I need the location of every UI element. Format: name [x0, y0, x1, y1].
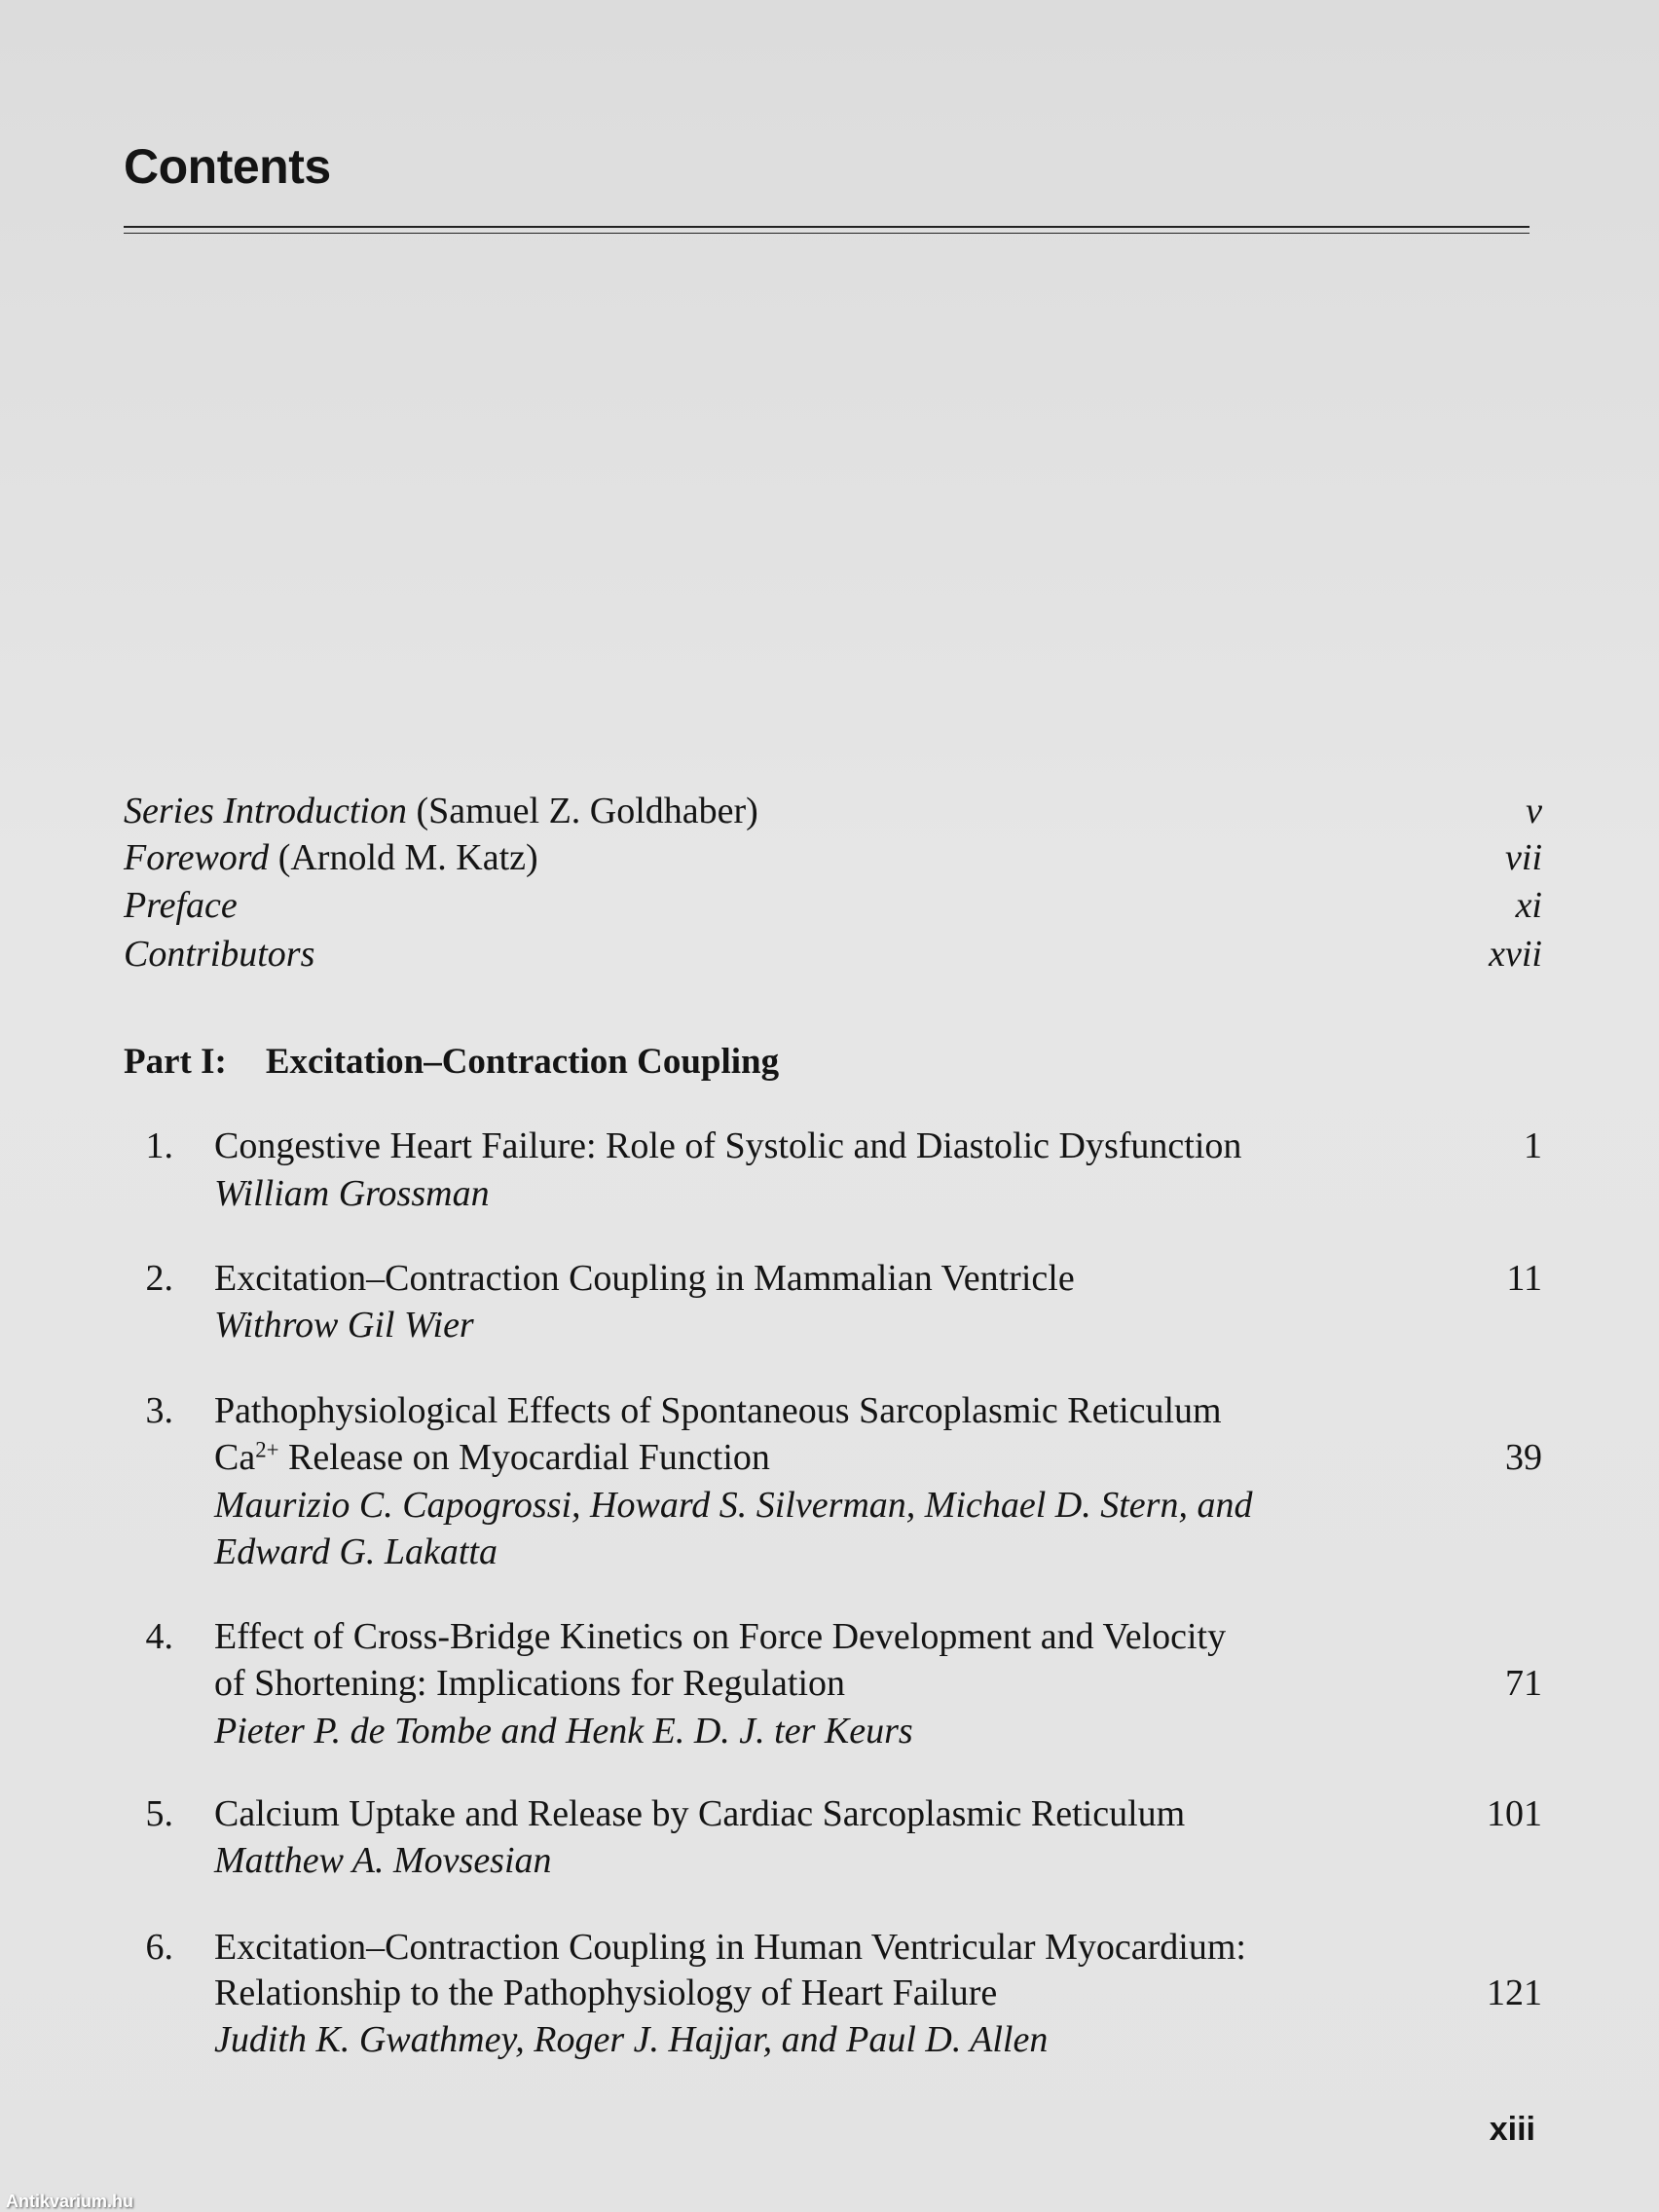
- title-rule-bottom: [124, 233, 1530, 234]
- chapter-authors: Maurizio C. Capogrossi, Howard S. Silverman, Michael D. Stern, and: [214, 1485, 1253, 1526]
- entry-author: (Arnold M. Katz): [277, 837, 538, 878]
- chapter-page: 121: [1487, 1972, 1542, 2013]
- chapter-title: Excitation–Contraction Coupling in Mammalian Ventricle: [214, 1258, 1075, 1299]
- front-matter-entry: [124, 839, 538, 876]
- chapter-page: 101: [1487, 1793, 1542, 1834]
- front-matter-entry: [124, 793, 758, 830]
- chapter-page: 1: [1524, 1125, 1542, 1166]
- entry-author: (Samuel Z. Goldhaber): [416, 791, 758, 831]
- title-rest: Release on Myocardial Function: [278, 1437, 770, 1478]
- chapter-number: 4.: [145, 1616, 173, 1657]
- entry-page: xvii: [1489, 934, 1542, 975]
- entry-title: Preface: [124, 885, 238, 926]
- entry-title: Contributors: [124, 934, 315, 975]
- chapter-number: 1.: [145, 1125, 173, 1166]
- chapter-title: Congestive Heart Failure: Role of Systolic and Diastolic Dysfunction: [214, 1125, 1242, 1166]
- chapter-number: 6.: [145, 1927, 173, 1968]
- chapter-authors: Pieter P. de Tombe and Henk E. D. J. ter Keurs: [214, 1711, 913, 1751]
- title-rule-top: [124, 226, 1530, 228]
- chapter-title: Effect of Cross-Bridge Kinetics on Force Development and Velocity: [214, 1616, 1227, 1657]
- chapter-page: 71: [1505, 1663, 1542, 1704]
- page-folio: xiii: [1489, 2111, 1535, 2148]
- chapter-page: 39: [1505, 1437, 1542, 1478]
- chapter-title-line-2: Relationship to the Pathophysiology of Heart Failure: [214, 1972, 998, 2013]
- chapter-title-line-2: [214, 1439, 770, 1476]
- chapter-number: 3.: [145, 1390, 173, 1431]
- watermark: Antikvarium.hu: [6, 2192, 134, 2211]
- entry-page: vii: [1505, 837, 1542, 878]
- ca-text: Ca: [214, 1437, 256, 1478]
- chapter-number: 5.: [145, 1793, 173, 1834]
- part-heading: [124, 1044, 779, 1080]
- entry-title: Foreword: [124, 837, 270, 878]
- page-title: Contents: [124, 139, 331, 194]
- chapter-authors: Withrow Gil Wier: [214, 1305, 474, 1346]
- ca-superscript: 2+: [255, 1437, 279, 1462]
- chapter-title-line-2: of Shortening: Implications for Regulation: [214, 1663, 846, 1704]
- chapter-authors: Matthew A. Movsesian: [214, 1840, 552, 1881]
- chapter-title: Excitation–Contraction Coupling in Human Ventricular Myocardium:: [214, 1927, 1246, 1968]
- chapter-title: Pathophysiological Effects of Spontaneous Sarcoplasmic Reticulum: [214, 1390, 1222, 1431]
- part-title: Excitation–Contraction Coupling: [265, 1042, 780, 1082]
- part-label: Part I:: [124, 1042, 227, 1082]
- chapter-number: 2.: [145, 1258, 173, 1299]
- chapter-authors: William Grossman: [214, 1173, 490, 1214]
- chapter-authors: Edward G. Lakatta: [214, 1531, 498, 1572]
- chapter-page: 11: [1506, 1258, 1542, 1299]
- chapter-title: Calcium Uptake and Release by Cardiac Sarcoplasmic Reticulum: [214, 1793, 1186, 1834]
- entry-page: v: [1526, 791, 1542, 831]
- entry-page: xi: [1515, 885, 1542, 926]
- chapter-authors: Judith K. Gwathmey, Roger J. Hajjar, and Paul D. Allen: [214, 2019, 1049, 2060]
- entry-title: Series Introduction: [124, 791, 407, 831]
